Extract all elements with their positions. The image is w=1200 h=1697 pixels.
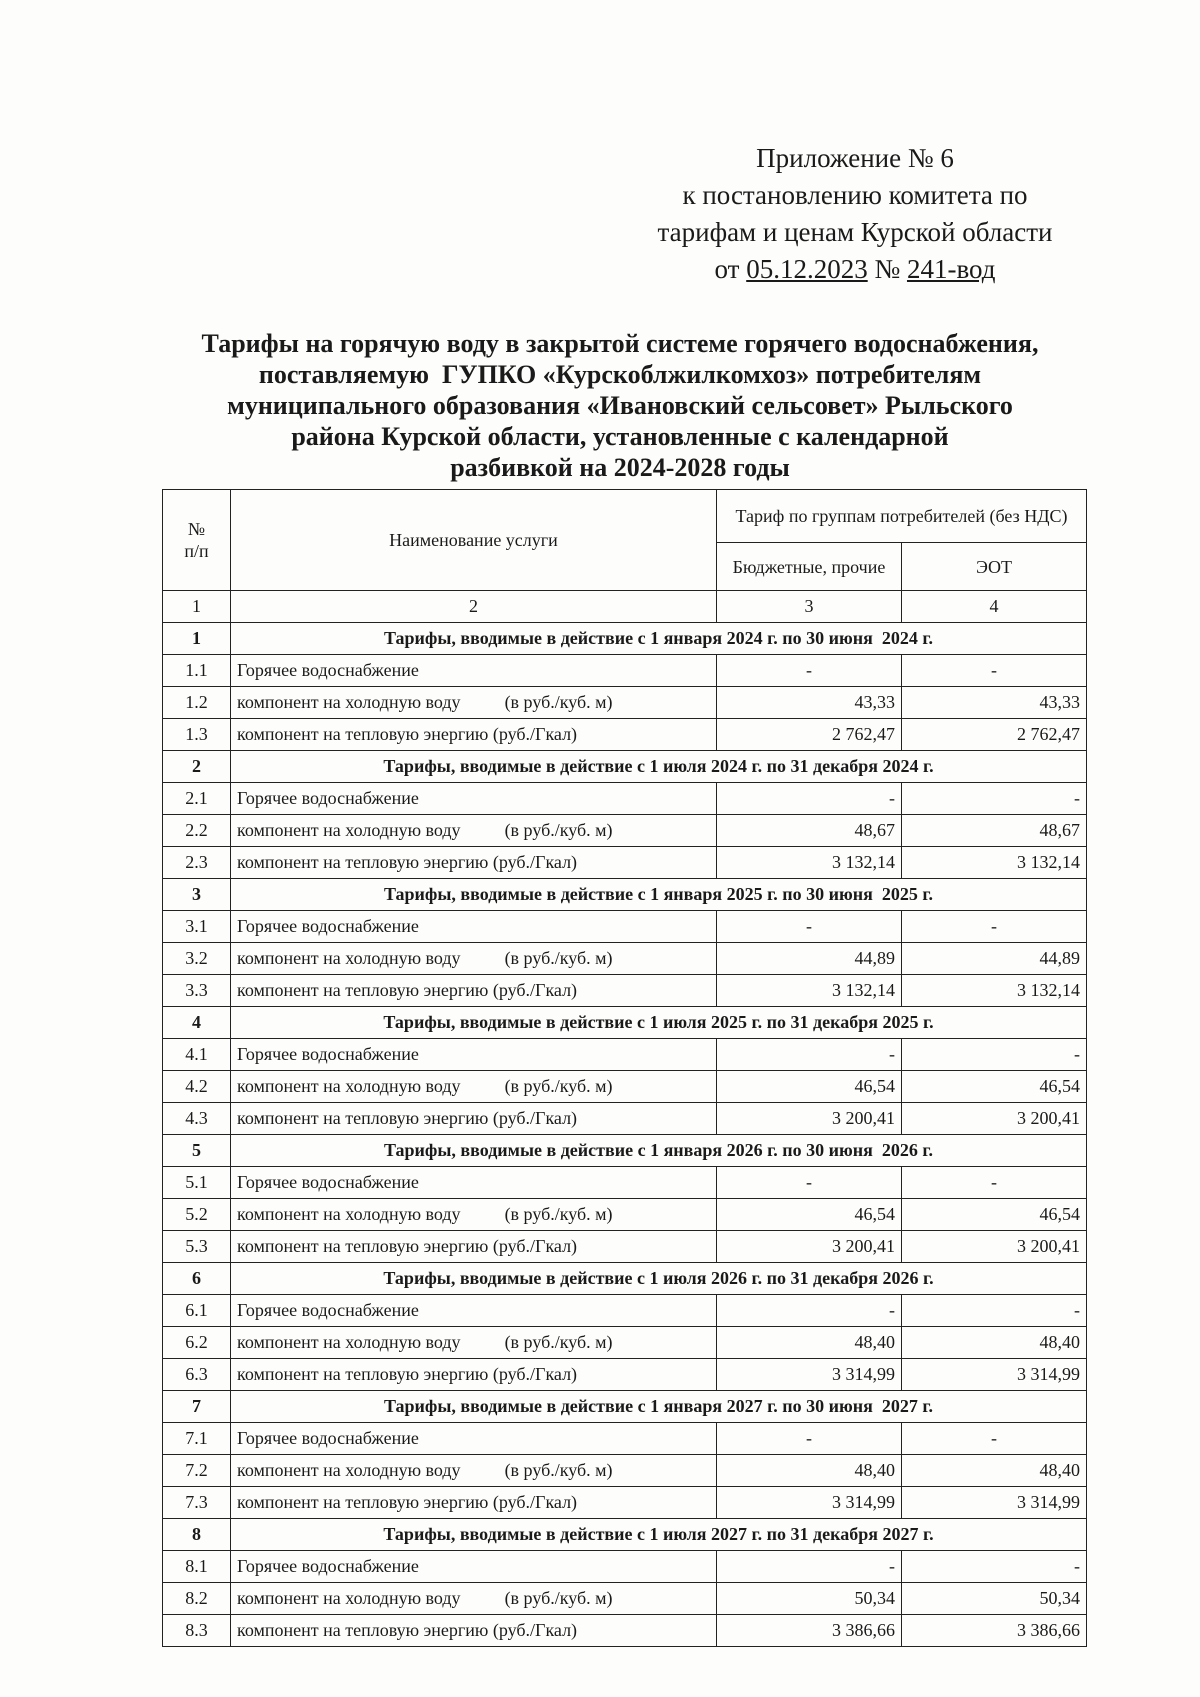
period-number: 1 — [163, 623, 231, 655]
eot-tariff-value: 3 386,66 — [902, 1615, 1087, 1647]
service-name-cell — [231, 1071, 717, 1103]
table-row — [163, 1615, 1087, 1647]
period-label: Тарифы, вводимые в действие с 1 июля 2024 г. по 31 декабря 2024 г. — [231, 751, 1087, 783]
budget-tariff-value: 3 314,99 — [717, 1487, 902, 1519]
resolution-number: 241-вод — [906, 254, 996, 284]
table-row — [163, 687, 1087, 719]
service-name-cell — [231, 1615, 717, 1647]
table-row — [163, 1231, 1087, 1263]
eot-tariff-value: 48,40 — [902, 1455, 1087, 1487]
appendix-line-2: к постановлению комитета по — [682, 180, 1028, 210]
service-name: компонент на холодную воду — [237, 948, 461, 968]
table-row — [163, 1359, 1087, 1391]
budget-tariff-value: 3 314,99 — [717, 1359, 902, 1391]
service-name: компонент на тепловую энергию (руб./Гкал) — [237, 1108, 578, 1128]
budget-tariff-value: - — [717, 1551, 902, 1583]
budget-tariff-value: 3 132,14 — [717, 975, 902, 1007]
eot-tariff-value: - — [902, 911, 1087, 943]
eot-tariff-value: 50,34 — [902, 1583, 1087, 1615]
service-name-cell — [231, 1199, 717, 1231]
table-row — [163, 1039, 1087, 1071]
service-name-cell — [231, 943, 717, 975]
service-name: компонент на тепловую энергию (руб./Гкал) — [237, 852, 578, 872]
unit-label: (в руб./куб. м) — [504, 948, 613, 968]
row-number: 8.3 — [163, 1615, 231, 1647]
eot-tariff-value: 3 200,41 — [902, 1103, 1087, 1135]
title-line-5: разбивкой на 2024-2028 годы — [450, 453, 790, 482]
eot-tariff-value: 46,54 — [902, 1199, 1087, 1231]
table-row — [163, 975, 1087, 1007]
service-name-cell — [231, 975, 717, 1007]
service-name-cell — [231, 1455, 717, 1487]
appendix-header — [590, 140, 1120, 288]
service-name: компонент на холодную воду — [237, 1204, 461, 1224]
service-name: Горячее водоснабжение — [237, 1428, 419, 1448]
row-number: 5.1 — [163, 1167, 231, 1199]
row-number: 4.2 — [163, 1071, 231, 1103]
service-name-cell — [231, 1327, 717, 1359]
table-row — [163, 655, 1087, 687]
row-number: 3.3 — [163, 975, 231, 1007]
eot-tariff-value: 3 132,14 — [902, 975, 1087, 1007]
service-name: компонент на холодную воду — [237, 1076, 461, 1096]
header-service: Наименование услуги — [231, 490, 717, 591]
eot-tariff-value: - — [902, 1551, 1087, 1583]
service-name: Горячее водоснабжение — [237, 660, 419, 680]
service-name-cell — [231, 1359, 717, 1391]
budget-tariff-value: - — [717, 1167, 902, 1199]
period-label: Тарифы, вводимые в действие с 1 января 2024 г. по 30 июня 2024 г. — [231, 623, 1087, 655]
unit-label: (в руб./куб. м) — [504, 1076, 613, 1096]
eot-tariff-value: 44,89 — [902, 943, 1087, 975]
row-number: 6.3 — [163, 1359, 231, 1391]
header-eot: ЭОТ — [902, 543, 1087, 591]
row-number: 2.1 — [163, 783, 231, 815]
service-name: компонент на тепловую энергию (руб./Гкал) — [237, 1364, 578, 1384]
unit-label: (в руб./куб. м) — [504, 1332, 613, 1352]
period-label: Тарифы, вводимые в действие с 1 июля 2025 г. по 31 декабря 2025 г. — [231, 1007, 1087, 1039]
header-num: № п/п — [163, 490, 231, 591]
budget-tariff-value: - — [717, 911, 902, 943]
service-name-cell — [231, 1423, 717, 1455]
service-name-cell — [231, 1231, 717, 1263]
unit-label: (в руб./куб. м) — [504, 1460, 613, 1480]
service-name-cell — [231, 655, 717, 687]
index-cell: 2 — [231, 591, 717, 623]
service-name: Горячее водоснабжение — [237, 916, 419, 936]
service-name: компонент на тепловую энергию (руб./Гкал) — [237, 1620, 578, 1640]
period-row — [163, 751, 1087, 783]
header-budget: Бюджетные, прочие — [717, 543, 902, 591]
service-name-cell — [231, 847, 717, 879]
service-name-cell — [231, 911, 717, 943]
period-number: 2 — [163, 751, 231, 783]
budget-tariff-value: 44,89 — [717, 943, 902, 975]
budget-tariff-value: 2 762,47 — [717, 719, 902, 751]
budget-tariff-value: 3 200,41 — [717, 1231, 902, 1263]
title-line-1: Тарифы на горячую воду в закрытой системе горячего водоснабжения, — [201, 329, 1039, 358]
table-row — [163, 847, 1087, 879]
service-name: компонент на тепловую энергию (руб./Гкал) — [237, 980, 578, 1000]
period-row — [163, 1519, 1087, 1551]
period-number: 3 — [163, 879, 231, 911]
unit-label: (в руб./куб. м) — [504, 820, 613, 840]
row-number: 4.3 — [163, 1103, 231, 1135]
service-name: Горячее водоснабжение — [237, 788, 419, 808]
service-name-cell — [231, 815, 717, 847]
period-label: Тарифы, вводимые в действие с 1 января 2027 г. по 30 июня 2027 г. — [231, 1391, 1087, 1423]
table-row — [163, 1455, 1087, 1487]
service-name-cell — [231, 1551, 717, 1583]
period-label: Тарифы, вводимые в действие с 1 июля 2027 г. по 31 декабря 2027 г. — [231, 1519, 1087, 1551]
row-number: 2.2 — [163, 815, 231, 847]
table-row — [163, 1199, 1087, 1231]
period-number: 8 — [163, 1519, 231, 1551]
eot-tariff-value: 46,54 — [902, 1071, 1087, 1103]
column-index-row — [163, 591, 1087, 623]
row-number: 1.2 — [163, 687, 231, 719]
period-label: Тарифы, вводимые в действие с 1 июля 2026 г. по 31 декабря 2026 г. — [231, 1263, 1087, 1295]
service-name: Горячее водоснабжение — [237, 1172, 419, 1192]
service-name-cell — [231, 1487, 717, 1519]
title-line-3: муниципального образования «Ивановский сельсовет» Рыльского — [227, 391, 1013, 420]
table-row — [163, 719, 1087, 751]
eot-tariff-value: - — [902, 1039, 1087, 1071]
row-number: 7.1 — [163, 1423, 231, 1455]
row-number: 2.3 — [163, 847, 231, 879]
row-number: 1.1 — [163, 655, 231, 687]
period-number: 5 — [163, 1135, 231, 1167]
period-label: Тарифы, вводимые в действие с 1 января 2025 г. по 30 июня 2025 г. — [231, 879, 1087, 911]
service-name: компонент на холодную воду — [237, 1332, 461, 1352]
period-row — [163, 623, 1087, 655]
header-tariff-group: Тариф по группам потребителей (без НДС) — [717, 490, 1087, 543]
eot-tariff-value: 2 762,47 — [902, 719, 1087, 751]
budget-tariff-value: 43,33 — [717, 687, 902, 719]
budget-tariff-value: 46,54 — [717, 1071, 902, 1103]
budget-tariff-value: 48,67 — [717, 815, 902, 847]
service-name: компонент на тепловую энергию (руб./Гкал) — [237, 724, 578, 744]
row-number: 6.2 — [163, 1327, 231, 1359]
tariff-table — [162, 489, 1087, 1647]
table-row — [163, 1423, 1087, 1455]
row-number: 3.1 — [163, 911, 231, 943]
budget-tariff-value: - — [717, 1295, 902, 1327]
period-row — [163, 1007, 1087, 1039]
budget-tariff-value: 3 132,14 — [717, 847, 902, 879]
budget-tariff-value: 48,40 — [717, 1327, 902, 1359]
service-name-cell — [231, 1295, 717, 1327]
service-name: Горячее водоснабжение — [237, 1300, 419, 1320]
eot-tariff-value: 48,67 — [902, 815, 1087, 847]
budget-tariff-value: - — [717, 783, 902, 815]
period-row — [163, 1391, 1087, 1423]
period-number: 7 — [163, 1391, 231, 1423]
table-row — [163, 1103, 1087, 1135]
row-number: 8.1 — [163, 1551, 231, 1583]
unit-label: (в руб./куб. м) — [504, 692, 613, 712]
eot-tariff-value: 3 314,99 — [902, 1359, 1087, 1391]
document-title — [130, 328, 1110, 483]
tariff-table-body — [163, 591, 1087, 1647]
service-name: компонент на холодную воду — [237, 1588, 461, 1608]
date-prefix: от — [714, 254, 740, 284]
service-name-cell — [231, 783, 717, 815]
unit-label: (в руб./куб. м) — [504, 1588, 613, 1608]
index-cell: 3 — [717, 591, 902, 623]
service-name: компонент на холодную воду — [237, 820, 461, 840]
table-row — [163, 1167, 1087, 1199]
budget-tariff-value: - — [717, 1423, 902, 1455]
title-line-2: поставляемую ГУПКО «Курскоблжилкомхоз» потребителям — [258, 360, 982, 389]
row-number: 4.1 — [163, 1039, 231, 1071]
table-row — [163, 815, 1087, 847]
row-number: 1.3 — [163, 719, 231, 751]
service-name: компонент на тепловую энергию (руб./Гкал) — [237, 1492, 578, 1512]
resolution-date: 05.12.2023 — [746, 254, 868, 284]
eot-tariff-value: - — [902, 783, 1087, 815]
index-cell: 4 — [902, 591, 1087, 623]
budget-tariff-value: - — [717, 655, 902, 687]
eot-tariff-value: 48,40 — [902, 1327, 1087, 1359]
table-row — [163, 1487, 1087, 1519]
period-label: Тарифы, вводимые в действие с 1 января 2026 г. по 30 июня 2026 г. — [231, 1135, 1087, 1167]
service-name: компонент на холодную воду — [237, 692, 461, 712]
row-number: 7.3 — [163, 1487, 231, 1519]
eot-tariff-value: 3 314,99 — [902, 1487, 1087, 1519]
eot-tariff-value: - — [902, 1423, 1087, 1455]
row-number: 7.2 — [163, 1455, 231, 1487]
table-row — [163, 943, 1087, 975]
eot-tariff-value: - — [902, 1295, 1087, 1327]
table-row — [163, 911, 1087, 943]
service-name-cell — [231, 1039, 717, 1071]
row-number: 3.2 — [163, 943, 231, 975]
number-prefix: № — [874, 254, 901, 284]
row-number: 6.1 — [163, 1295, 231, 1327]
row-number: 5.2 — [163, 1199, 231, 1231]
budget-tariff-value: 3 200,41 — [717, 1103, 902, 1135]
service-name-cell — [231, 687, 717, 719]
eot-tariff-value: 3 200,41 — [902, 1231, 1087, 1263]
index-cell: 1 — [163, 591, 231, 623]
period-row — [163, 879, 1087, 911]
period-row — [163, 1135, 1087, 1167]
table-row — [163, 1327, 1087, 1359]
budget-tariff-value: 46,54 — [717, 1199, 902, 1231]
eot-tariff-value: - — [902, 655, 1087, 687]
service-name: Горячее водоснабжение — [237, 1044, 419, 1064]
appendix-date-line — [590, 251, 1120, 288]
service-name: Горячее водоснабжение — [237, 1556, 419, 1576]
service-name-cell — [231, 1167, 717, 1199]
service-name-cell — [231, 1583, 717, 1615]
table-row — [163, 1583, 1087, 1615]
service-name-cell — [231, 1103, 717, 1135]
unit-label: (в руб./куб. м) — [504, 1204, 613, 1224]
period-number: 6 — [163, 1263, 231, 1295]
table-row — [163, 1295, 1087, 1327]
eot-tariff-value: 43,33 — [902, 687, 1087, 719]
eot-tariff-value: - — [902, 1167, 1087, 1199]
budget-tariff-value: 50,34 — [717, 1583, 902, 1615]
eot-tariff-value: 3 132,14 — [902, 847, 1087, 879]
table-row — [163, 1071, 1087, 1103]
table-row — [163, 1551, 1087, 1583]
period-number: 4 — [163, 1007, 231, 1039]
appendix-line-1: Приложение № 6 — [756, 143, 954, 173]
row-number: 8.2 — [163, 1583, 231, 1615]
service-name: компонент на холодную воду — [237, 1460, 461, 1480]
table-row — [163, 783, 1087, 815]
budget-tariff-value: - — [717, 1039, 902, 1071]
appendix-line-3: тарифам и ценам Курской области — [657, 217, 1053, 247]
period-row — [163, 1263, 1087, 1295]
row-number: 5.3 — [163, 1231, 231, 1263]
title-line-4: района Курской области, установленные с календарной — [291, 422, 949, 451]
budget-tariff-value: 48,40 — [717, 1455, 902, 1487]
service-name: компонент на тепловую энергию (руб./Гкал) — [237, 1236, 578, 1256]
service-name-cell — [231, 719, 717, 751]
budget-tariff-value: 3 386,66 — [717, 1615, 902, 1647]
